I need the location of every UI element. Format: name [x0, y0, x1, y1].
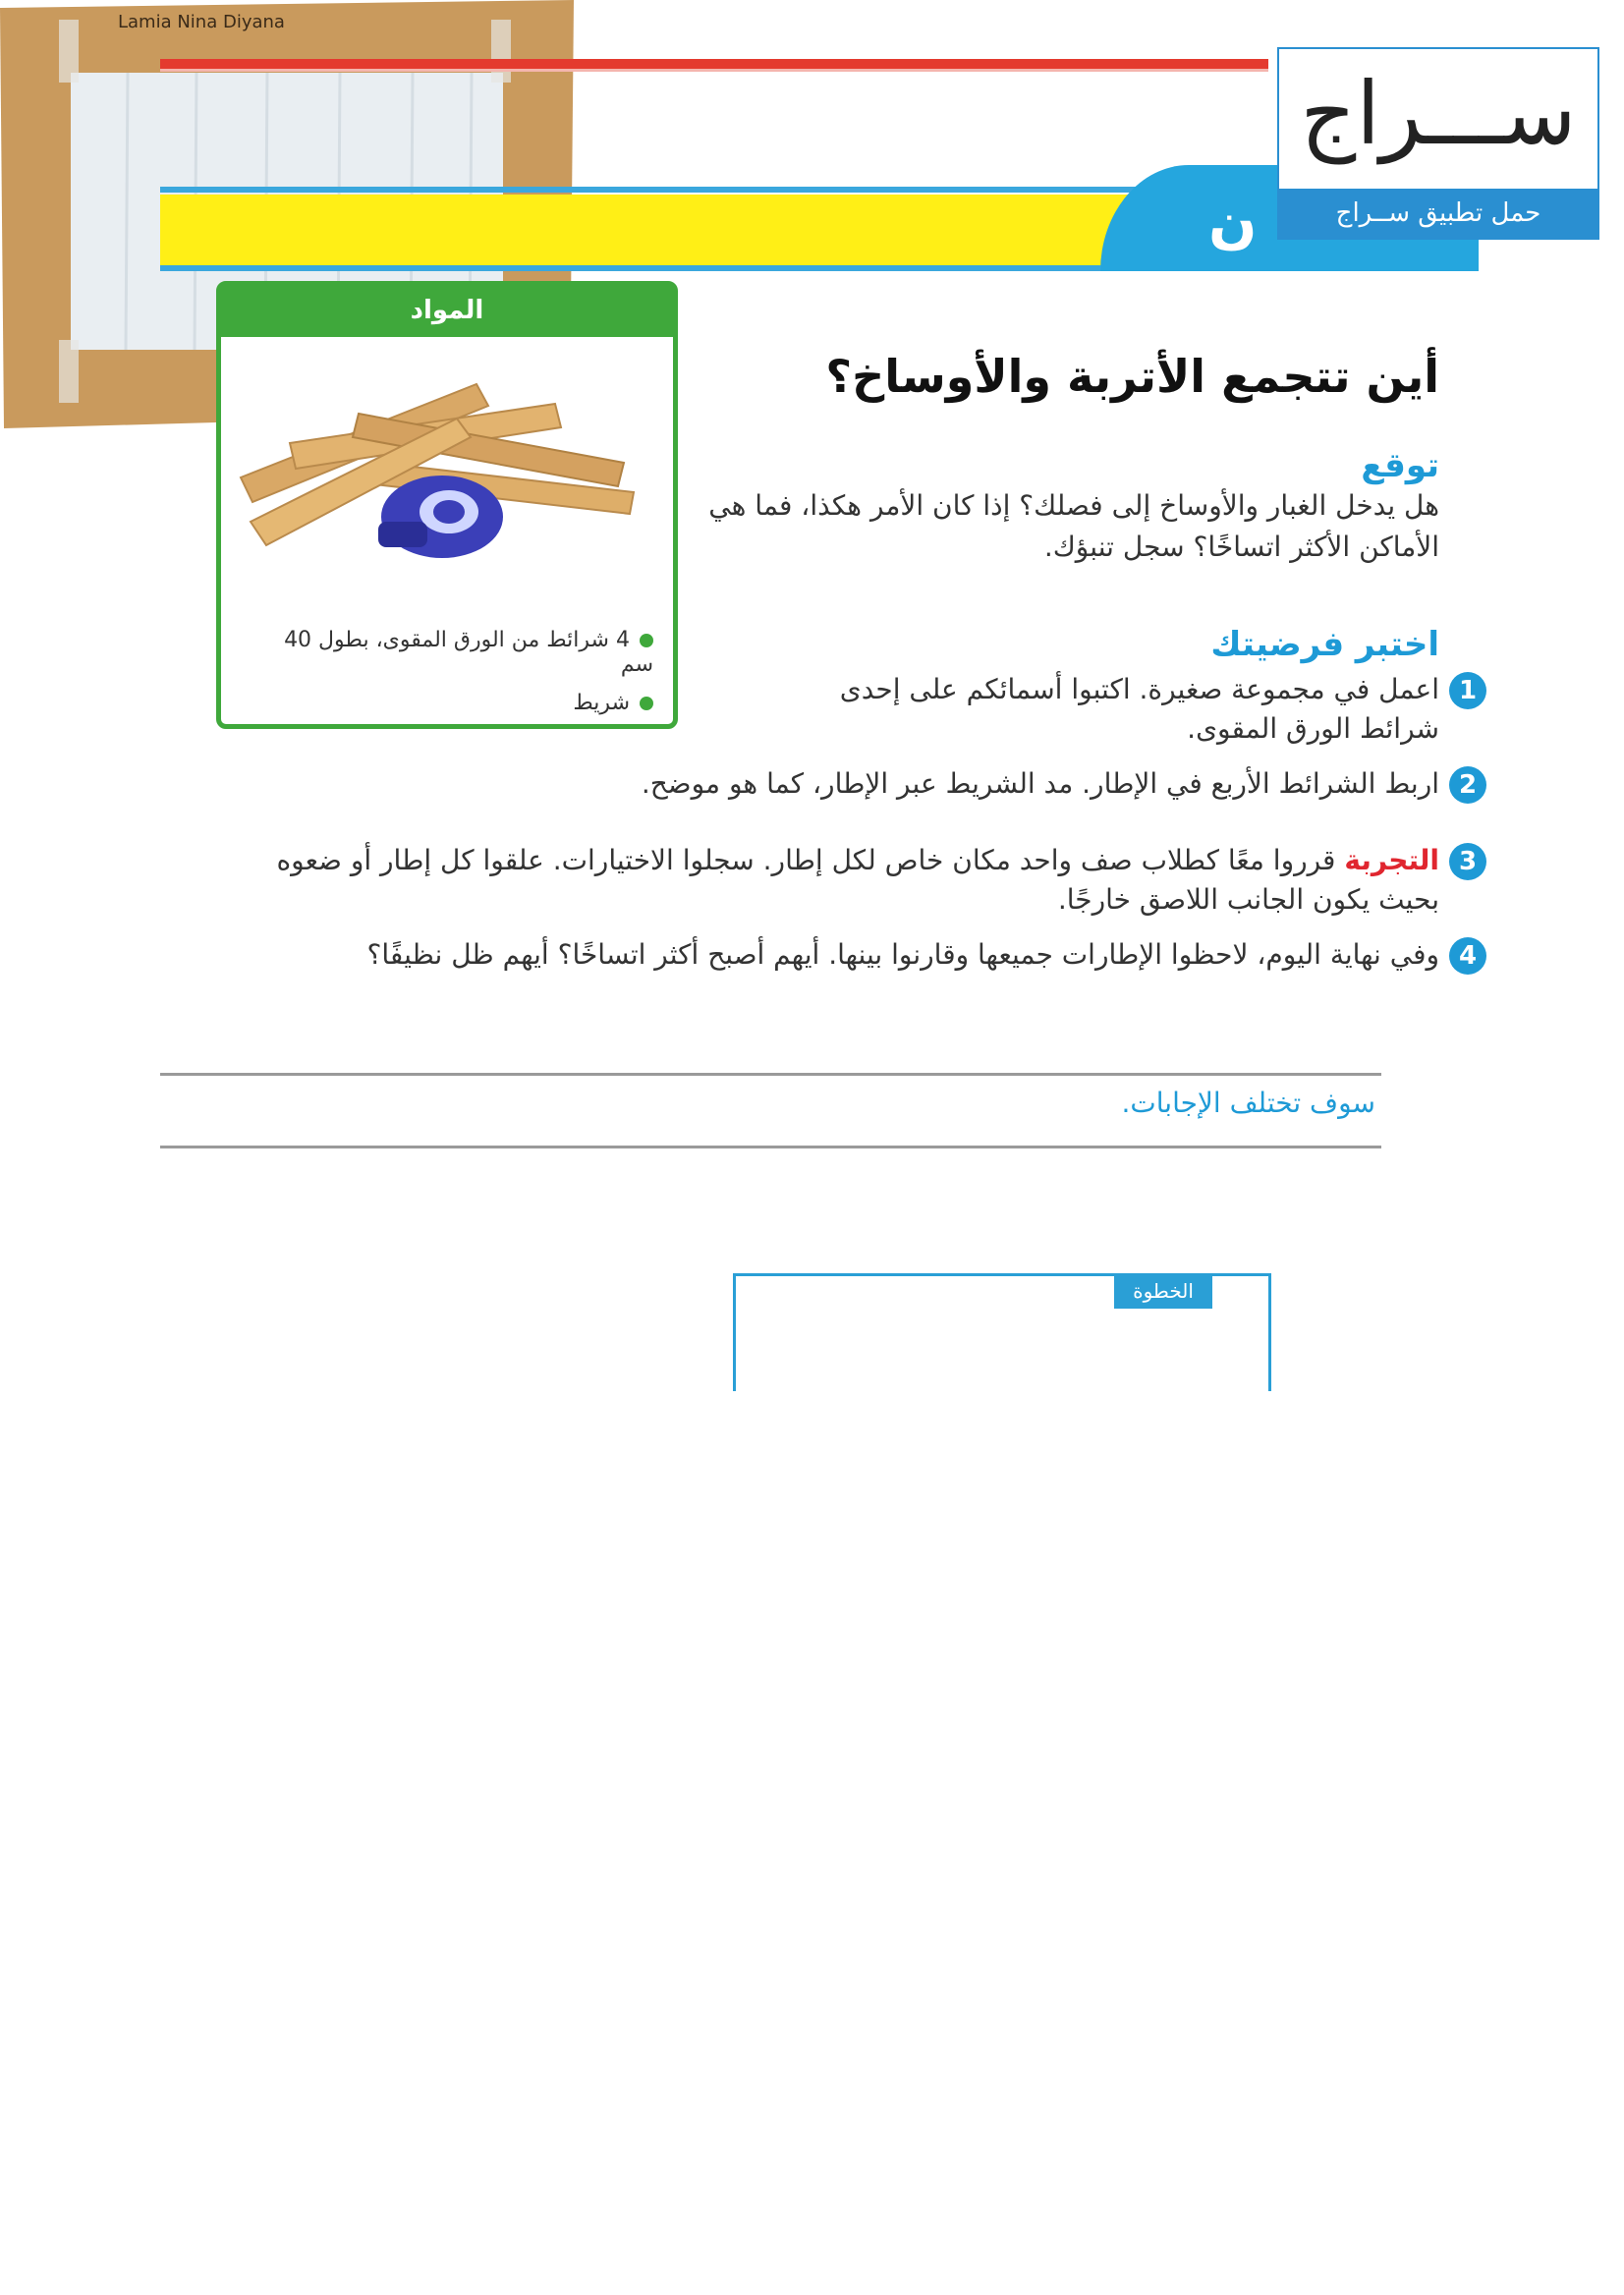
frame-names: Lamia Nina Diyana: [118, 12, 285, 32]
step-1: [761, 670, 1478, 749]
logo-word: ســـراج: [1300, 63, 1577, 164]
top-red-bar: [160, 59, 1268, 69]
step-text: اربط الشرائط الأربع في الإطار. مد الشريط عبر الإطار، كما هو موضح.: [641, 767, 1439, 800]
predict-heading: توقع: [1361, 446, 1439, 485]
logo-tagline: حمل تطبيق ســراج: [1279, 189, 1597, 238]
bullet-dot-icon: [640, 634, 653, 647]
cardboard-strips-and-tape-image: [231, 345, 663, 610]
step-3: [241, 841, 1478, 920]
step-2: [359, 764, 1478, 804]
lesson-title: أين تتجمع الأتربة والأوساخ؟: [825, 350, 1439, 403]
predict-text: هل يدخل الغبار والأوساخ إلى فصلك؟ إذا كان الأمر هكذا، فما هي الأماكن الأكثر اتساخًا؟ سجل تنبؤك.: [708, 489, 1439, 563]
answer-line-bottom: [160, 1146, 1381, 1148]
photo-step-tag: الخطوة: [1114, 1273, 1212, 1309]
experiment-label: التجربة: [1344, 844, 1439, 876]
materials-heading: المواد: [221, 286, 673, 337]
step-text: وفي نهاية اليوم، لاحظوا الإطارات جميعها وقارنوا بينها. أيهم أصبح أكثر اتساخًا؟ أيهم ظل نظيفًا؟: [366, 938, 1439, 971]
step-number-badge: 1: [1449, 672, 1486, 709]
bullet-dot-icon: [640, 697, 653, 710]
step-text: التجربة قرروا معًا كطلاب صف واحد مكان خاص لكل إطار. سجلوا الاختيارات. علقوا كل إطار أو ضعوه بحيث يكون الجانب اللاصق خارجًا.: [276, 844, 1439, 916]
step-4: [241, 935, 1478, 975]
step-number-badge: 2: [1449, 766, 1486, 804]
banner-tab-glyph: ن: [1208, 189, 1258, 255]
hypothesis-heading: اختبر فرضيتك: [1210, 625, 1439, 664]
siraj-logo[interactable]: [1277, 47, 1599, 240]
step-number-badge: 3: [1449, 843, 1486, 880]
answer-text[interactable]: سوف تختلف الإجابات.: [1121, 1087, 1375, 1119]
materials-item-tape: شريط: [573, 691, 653, 715]
step-number-badge: 4: [1449, 937, 1486, 975]
materials-box: [216, 281, 678, 729]
answer-line-top: [160, 1073, 1381, 1076]
materials-item-strips: 4 شرائط من الورق المقوى، بطول 40 سم: [284, 628, 653, 677]
top-red-bar-shadow: [160, 69, 1268, 72]
step-text: اعمل في مجموعة صغيرة. اكتبوا أسمائكم على إحدى شرائط الورق المقوى.: [839, 673, 1439, 745]
